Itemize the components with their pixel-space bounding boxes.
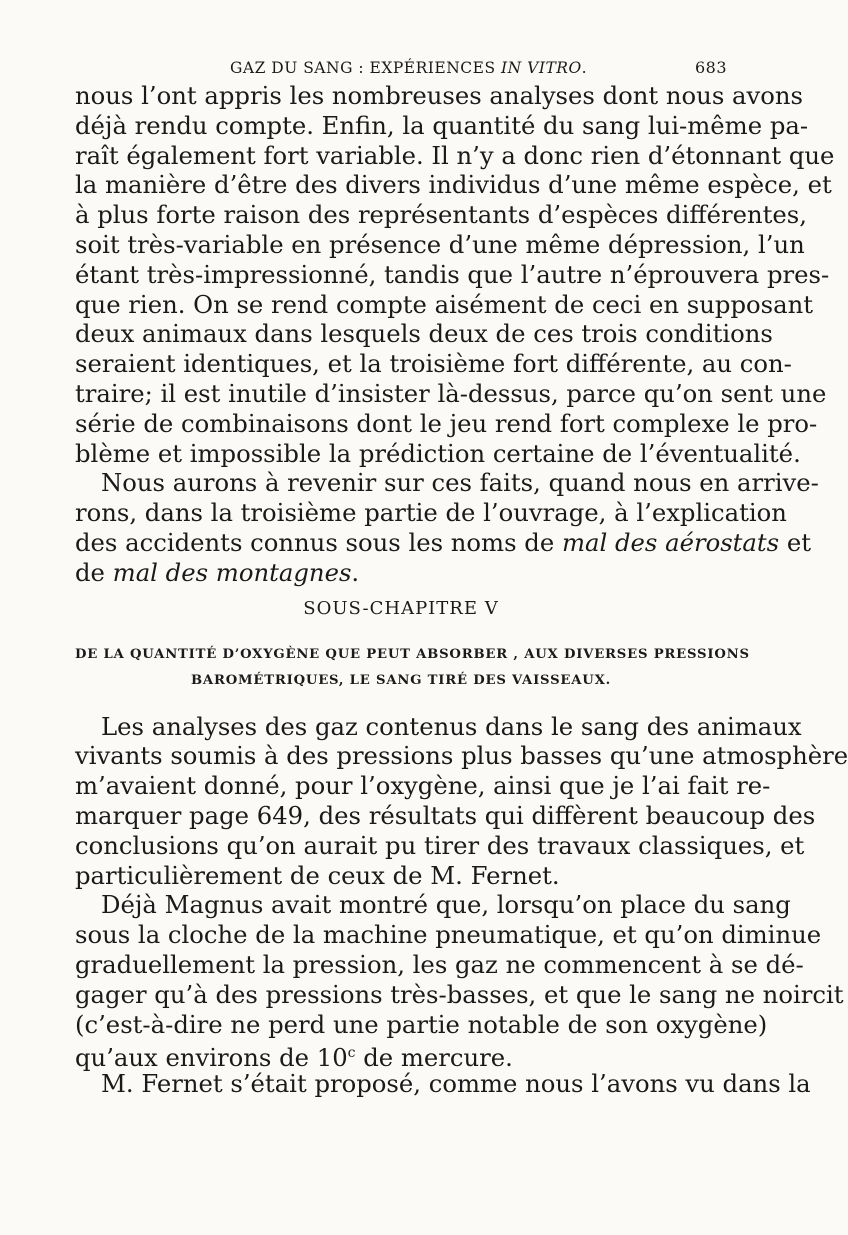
text-line: Les analyses des gaz contenus dans le sang des animaux <box>101 711 802 741</box>
book-page <box>75 58 848 1099</box>
paragraph-4 <box>75 890 844 1073</box>
text-line: marquer page 649, des résultats qui diffèrent beaucoup des <box>75 800 816 830</box>
paragraph-2 <box>75 468 819 587</box>
text-line: traire; il est inutile d’insister là-dessus, parce qu’on sent une <box>75 378 827 408</box>
text-line: (c’est-à-dire ne perd une partie notable de son oxygène) <box>75 1009 768 1039</box>
text-line: déjà rendu compte. Enfin, la quantité du sang lui-même pa- <box>75 110 809 140</box>
text-line: conclusions qu’on aurait pu tirer des travaux classiques, et <box>75 830 805 860</box>
text-line: la manière d’être des divers individus d’une même espèce, et <box>75 170 832 200</box>
running-head <box>75 58 727 77</box>
text-line: de mal des montagnes. <box>75 557 360 587</box>
text-line: raît également fort variable. Il n’y a donc rien d’étonnant que <box>75 140 835 170</box>
text-line: particulièrement de ceux de M. Fernet. <box>75 860 560 890</box>
text-line: que rien. On se rend compte aisément de ceci en supposant <box>75 289 814 319</box>
text-line: M. Fernet s’était proposé, comme nous l’avons vu dans la <box>101 1069 811 1099</box>
text-line: graduellement la pression, les gaz ne commencent à se dé- <box>75 949 804 979</box>
page-number: 683 <box>694 58 727 77</box>
text-line: rons, dans la troisième partie de l’ouvrage, à l’explication <box>75 498 787 528</box>
text-line: sous la cloche de la machine pneumatique, et qu’on diminue <box>75 920 822 950</box>
paragraph-3 <box>75 711 848 891</box>
text-line: seraient identiques, et la troisième fort différente, au con- <box>75 349 792 379</box>
text-line: Nous aurons à revenir sur ces faits, quand nous en arrive- <box>101 468 819 498</box>
text-line: nous l’ont appris les nombreuses analyses dont nous avons <box>75 81 803 110</box>
text-line: gager qu’à des pressions très-basses, et que le sang ne noircit <box>75 979 844 1009</box>
text-line: m’avaient donné, pour l’oxygène, ainsi que je l’ai fait re- <box>75 771 771 801</box>
text-line: à plus forte raison des représentants d’espèces différentes, <box>75 200 808 230</box>
paragraph-1 <box>75 81 835 468</box>
running-title: GAZ DU SANG : EXPÉRIENCES IN VITRO. <box>230 59 588 77</box>
chapter-heading: SOUS-CHAPITRE V <box>303 597 499 619</box>
text-line: étant très-impressionné, tandis que l’autre n’éprouvera pres- <box>75 259 830 289</box>
paragraph-5 <box>75 1069 811 1099</box>
text-line: deux animaux dans lesquels deux de ces trois conditions <box>75 319 773 349</box>
section-heading <box>75 642 750 694</box>
text-line: série de combinaisons dont le jeu rend fort complexe le pro- <box>75 408 818 438</box>
text-line: blème et impossible la prédiction certaine de l’éventualité. <box>75 438 801 468</box>
section-heading-line: BAROMÉTRIQUES, LE SANG TIRÉ DES VAISSEAUX. <box>190 672 612 688</box>
text-line: soit très-variable en présence d’une même dépression, l’un <box>75 229 805 259</box>
text-line: qu’aux environs de 10$^c$ de mercure. <box>75 1043 513 1073</box>
text-line: des accidents connus sous les noms de mal des aérostats et <box>75 527 812 557</box>
text-line: vivants soumis à des pressions plus basses qu’une atmosphère <box>75 741 848 771</box>
text-line: Déjà Magnus avait montré que, lorsqu’on place du sang <box>101 890 791 920</box>
section-heading-line: DE LA QUANTITÉ D’OXYGÈNE QUE PEUT ABSORBER , AUX DIVERSES PRESSIONS <box>75 646 750 662</box>
